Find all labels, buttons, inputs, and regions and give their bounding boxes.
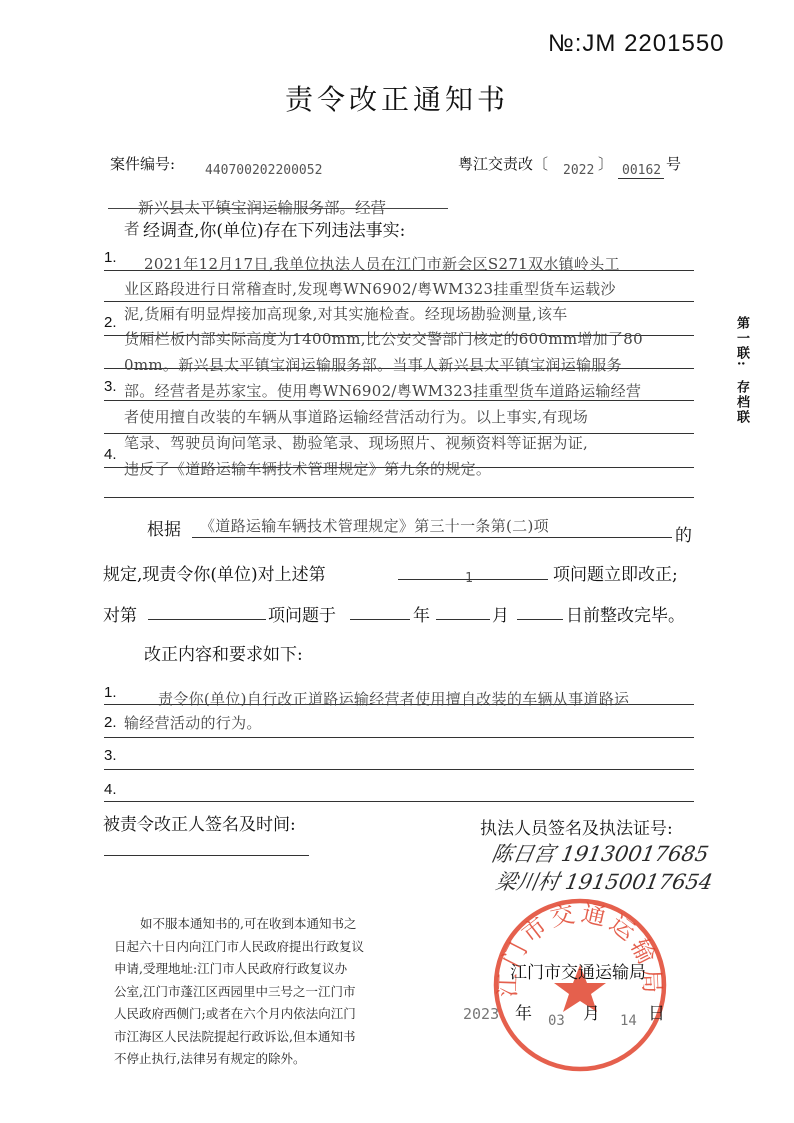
fact-text-line: 2021年12月17日,我单位执法人员在江门市新会区S271双水镇岭头工 xyxy=(144,255,620,273)
investigation-label: 经调查,你(单位)存在下列违法事实: xyxy=(143,221,406,241)
correction-rule xyxy=(104,769,694,770)
issue-month-label: 月 xyxy=(583,1004,600,1024)
fact-text-line: 者使用擅自改装的车辆从事道路运输经营活动行为。以上事实,有现场 xyxy=(124,408,589,426)
correction-label: 改正内容和要求如下: xyxy=(144,645,303,665)
serial-number: №:JM 2201550 xyxy=(548,30,725,57)
party-signature-line xyxy=(104,855,309,856)
fact-text-line: 业区路段进行日常稽查时,发现粤WN6902/粤WM323挂重型货车运载沙 xyxy=(124,280,616,298)
correction-number-4: 4. xyxy=(104,781,117,798)
correction-rule xyxy=(104,737,694,738)
issue-year-value: 2023 xyxy=(463,1005,500,1023)
doc-mid: 〕 xyxy=(598,155,614,173)
correction-text-line: 责令你(单位)自行改正道路运输经营者使用擅自改装的车辆从事道路运 xyxy=(158,690,630,708)
order-year-label: 年 xyxy=(413,606,430,626)
party-name: 新兴县太平镇宝润运输服务部。经营 xyxy=(138,199,387,217)
appeal-notice xyxy=(114,913,454,1071)
issuer-name: 江门市交通运输局 xyxy=(510,963,646,983)
order-item-underline xyxy=(398,579,548,580)
basis-suffix: 的 xyxy=(675,526,692,546)
issue-month-value: 03 xyxy=(548,1013,565,1029)
appeal-notice-line: 申请,受理地址:江门市人民政府行政复议办 xyxy=(114,961,348,976)
order-month-label: 月 xyxy=(492,606,509,626)
basis-regulation: 《道路运输车辆技术管理规定》第三十一条第(二)项 xyxy=(200,517,549,535)
fact-text-line: 货厢栏板内部实际高度为1400mm,比公安交警部门核定的600mm增加了80 xyxy=(124,330,643,348)
order-blank-year xyxy=(350,619,410,620)
order-blank-month xyxy=(436,619,490,620)
basis-underline xyxy=(192,537,672,538)
issue-day-value: 14 xyxy=(620,1013,637,1029)
order-line1-suffix: 项问题立即改正; xyxy=(553,565,678,585)
doc-year: 2022 xyxy=(563,163,595,178)
doc-seq-underline xyxy=(618,178,664,179)
official-seal xyxy=(490,895,670,1075)
order-day-label: 日前整改完毕。 xyxy=(566,606,685,626)
fact-number-4: 4. xyxy=(104,446,117,463)
fact-number-1: 1. xyxy=(104,249,117,266)
order-blank-day xyxy=(517,619,563,620)
document-title: 责令改正通知书 xyxy=(284,83,509,116)
fact-text-line: 泥,货厢有明显焊接加高现象,对其实施检查。经现场勘验测量,该车 xyxy=(124,305,568,323)
appeal-notice-line: 公室,江门市蓬江区西园里中三号之一江门市 xyxy=(114,983,356,999)
appeal-notice-line: 人民政府西侧门;或者在六个月内依法向江门 xyxy=(114,1006,356,1021)
fact-text-line: 部。经营者是苏家宝。使用粤WN6902/粤WM323挂重型货车道路运输经营 xyxy=(124,382,642,400)
order-line2-a: 对第 xyxy=(103,606,137,626)
basis-prefix: 根据 xyxy=(147,520,181,540)
appeal-notice-line: 不停止执行,法律另有规定的除外。 xyxy=(114,1051,306,1066)
party-strike-line xyxy=(108,208,448,209)
fact-text-line: 违反了《道路运输车辆技术管理规定》第九条的规定。 xyxy=(124,460,492,478)
fact-text-line: 笔录、驾驶员询问笔录、勘验笔录、现场照片、视频资料等证据为证, xyxy=(124,434,589,452)
fact-number-3: 3. xyxy=(104,378,117,395)
issue-day-label: 日 xyxy=(648,1004,665,1024)
fact-number-2: 2. xyxy=(104,314,117,331)
appeal-notice-line: 市江海区人民法院提起行政诉讼,但本通知书 xyxy=(114,1028,356,1044)
correction-text-line: 输经营活动的行为。 xyxy=(124,714,262,732)
order-line2-b: 项问题于 xyxy=(268,606,336,626)
doc-seq: 00162 xyxy=(622,163,662,178)
correction-number-3: 3. xyxy=(104,747,117,764)
case-number-label: 案件编号: xyxy=(110,155,176,173)
seal-text: 江门市交通运输局 xyxy=(493,898,667,998)
case-number-value: 440700202200052 xyxy=(205,163,323,178)
officer-signature-label: 执法人员签名及执法证号: xyxy=(480,819,673,839)
officer-signature-1: 陈日宫 19130017685 xyxy=(489,842,711,866)
fact-rule xyxy=(104,301,694,302)
issue-year-label: 年 xyxy=(515,1004,532,1024)
party-signature-label: 被责令改正人签名及时间: xyxy=(103,815,296,835)
officer-signature-2: 梁川村 19150017654 xyxy=(493,870,715,894)
appeal-notice-line: 如不服本通知书的,可在收到本通知书之 xyxy=(140,916,357,931)
doc-suffix: 号 xyxy=(666,155,682,173)
party-name-tail: 者 xyxy=(124,220,140,238)
correction-number-1: 1. xyxy=(104,684,117,701)
fact-rule xyxy=(104,497,694,498)
order-blank-item xyxy=(148,619,266,620)
fact-text-line: 0mm。新兴县太平镇宝润运输服务部。当事人新兴县太平镇宝润运输服务 xyxy=(124,356,622,374)
copy-label-line1: 第一联: xyxy=(734,316,749,368)
copy-label-line2: 存档联 xyxy=(734,380,749,425)
doc-prefix: 粤江交责改〔 xyxy=(458,155,549,173)
order-item-number: 1 xyxy=(465,571,473,586)
correction-number-2: 2. xyxy=(104,714,117,731)
order-line1-prefix: 规定,现责令你(单位)对上述第 xyxy=(103,565,326,585)
appeal-notice-line: 日起六十日内向江门市人民政府提出行政复议 xyxy=(114,938,365,954)
correction-rule xyxy=(104,801,694,802)
